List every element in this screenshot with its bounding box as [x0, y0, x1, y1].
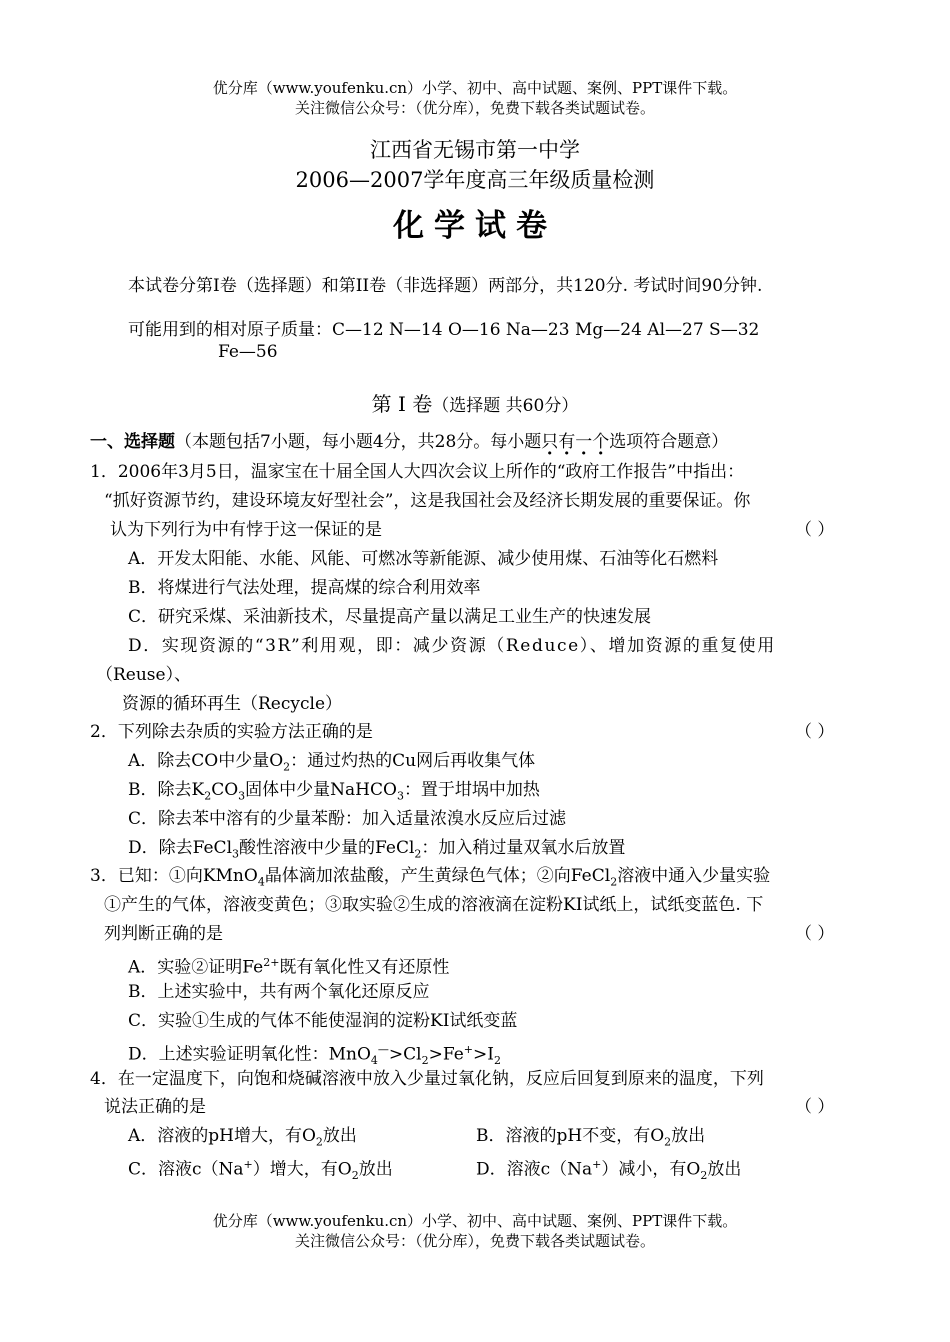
q1-option-c: C．研究采煤、采油新技术，尽量提高产量以满足工业生产的快速发展: [128, 607, 652, 627]
q1-option-d: D．实现资源的“3R”利用观，即：减少资源（Reduce）、增加资源的重复使用: [128, 636, 776, 656]
site-footer-line2: 关注微信公众号：（优分库），免费下载各类试题试卷。: [294, 1232, 655, 1250]
subject-title: 化学试卷: [393, 208, 557, 244]
q1-stem-line3: 认为下列行为中有悖于这一保证的是: [110, 520, 382, 540]
q3-answer-blank: （ ）: [795, 924, 835, 944]
q1-option-b: B．将煤进行气法处理，提高煤的综合利用效率: [128, 578, 481, 598]
q4-option-d: D．溶液c（Na+）减小，有$O_2$放出: [476, 1158, 742, 1183]
q3-option-a: A．实验②证明$Fe^{2+}$既有氧化性又有还原性: [128, 956, 450, 978]
q1-option-d-cont2: 资源的循环再生（Recycle）: [122, 694, 343, 714]
emphasis-char: 一: [575, 432, 593, 452]
q1-stem-line2: “抓好资源节约，建设环境友好型社会”，这是我国社会及经济长期发展的重要保证。你: [104, 491, 751, 511]
emphasis-char: 个: [592, 432, 610, 452]
school-title: 江西省无锡市第一中学: [370, 138, 580, 162]
exam-year-title: 2006—2007学年度高三年级质量检测: [295, 168, 655, 192]
site-header-line1: 优分库（www.youfenku.cn）小学、初中、高中试题、案例、PPT课件下载。: [212, 79, 738, 97]
q2-option-a: A．除去CO中少量$O_2$：通过灼热的Cu网后再收集气体: [128, 751, 536, 774]
q2-option-c: C．除去苯中溶有的少量苯酚：加入适量浓溴水反应后过滤: [128, 809, 567, 829]
emphasis-char: 有: [558, 432, 576, 452]
q4-stem-line2: 说法正确的是: [104, 1097, 206, 1117]
q3-option-b: B．上述实验中，共有两个氧化还原反应: [128, 982, 430, 1002]
section-title: 第 I 卷: [371, 392, 433, 416]
part-desc: （本题包括7小题，每小题4分，共28分。每小题: [175, 432, 542, 452]
q1-stem-line1: 1．2006年3月5日，温家宝在十届全国人大四次会议上所作的“政府工作报告”中指出：: [90, 462, 745, 482]
q1-option-d-cont: （Reuse）、: [96, 665, 192, 685]
q2-option-b: B．除去$K_2CO_3$固体中少量NaHCO$_3$：置于坩埚中加热: [128, 780, 540, 803]
intro-text: 本试卷分第I卷（选择题）和第II卷（非选择题）两部分，共120分. 考试时间90分钟.: [128, 276, 763, 296]
q2-answer-blank: （ ）: [795, 722, 835, 742]
section-subtitle: （选择题 共60分）: [432, 396, 579, 416]
q4-stem-line1: 4．在一定温度下，向饱和烧碱溶液中放入少量过氧化钠，反应后回复到原来的温度，下列: [90, 1069, 764, 1089]
q2-stem: 2．下列除去杂质的实验方法正确的是: [90, 722, 373, 742]
emphasis-char: 只: [541, 432, 559, 452]
q1-option-a: A．开发太阳能、水能、风能、可燃冰等新能源、减少使用煤、石油等化石燃料: [128, 549, 719, 569]
part-heading: [90, 431, 728, 453]
atomic-masses-cont: Fe—56: [218, 342, 278, 362]
site-header-line2: 关注微信公众号：（优分库），免费下载各类试题试卷。: [294, 99, 655, 117]
q3-option-c: C．实验①生成的气体不能使湿润的淀粉KI试纸变蓝: [128, 1011, 518, 1031]
q4-option-b: B．溶液的pH不变，有$O_2$放出: [476, 1126, 706, 1149]
site-footer-line1: 优分库（www.youfenku.cn）小学、初中、高中试题、案例、PPT课件下载。: [212, 1212, 738, 1230]
q3-option-d: D．上述实验证明氧化性：$MnO_4^—>Cl_2>Fe^+>I_2$: [128, 1043, 501, 1068]
q3-stem-line2: ①产生的气体，溶液变黄色；③取实验②生成的溶液滴在淀粉KI试纸上，试纸变蓝色. 下: [104, 895, 764, 915]
part-label: 一、选择题: [90, 432, 175, 452]
q4-answer-blank: （ ）: [795, 1097, 835, 1117]
part-desc-end: 选项符合题意）: [609, 432, 729, 452]
atomic-masses: 可能用到的相对原子质量：C—12 N—14 O—16 Na—23 Mg—24 Al—27 S—32: [128, 320, 760, 340]
q1-answer-blank: （ ）: [795, 520, 835, 540]
q3-stem-line1: 3．已知：①向KMnO$_4$晶体滴加浓盐酸，产生黄绿色气体；②向FeCl$_2$溶液中通入少量实验: [90, 866, 771, 889]
q2-option-d: D．除去FeCl$_3$酸性溶液中少量的FeCl$_2$：加入稍过量双氧水后放置: [128, 838, 626, 861]
q4-option-c: C．溶液c（Na+）增大，有$O_2$放出: [128, 1158, 393, 1183]
section-heading: [0, 388, 950, 417]
q3-stem-line3: 列判断正确的是: [104, 924, 223, 944]
q4-option-a: A．溶液的pH增大，有$O_2$放出: [128, 1126, 357, 1149]
